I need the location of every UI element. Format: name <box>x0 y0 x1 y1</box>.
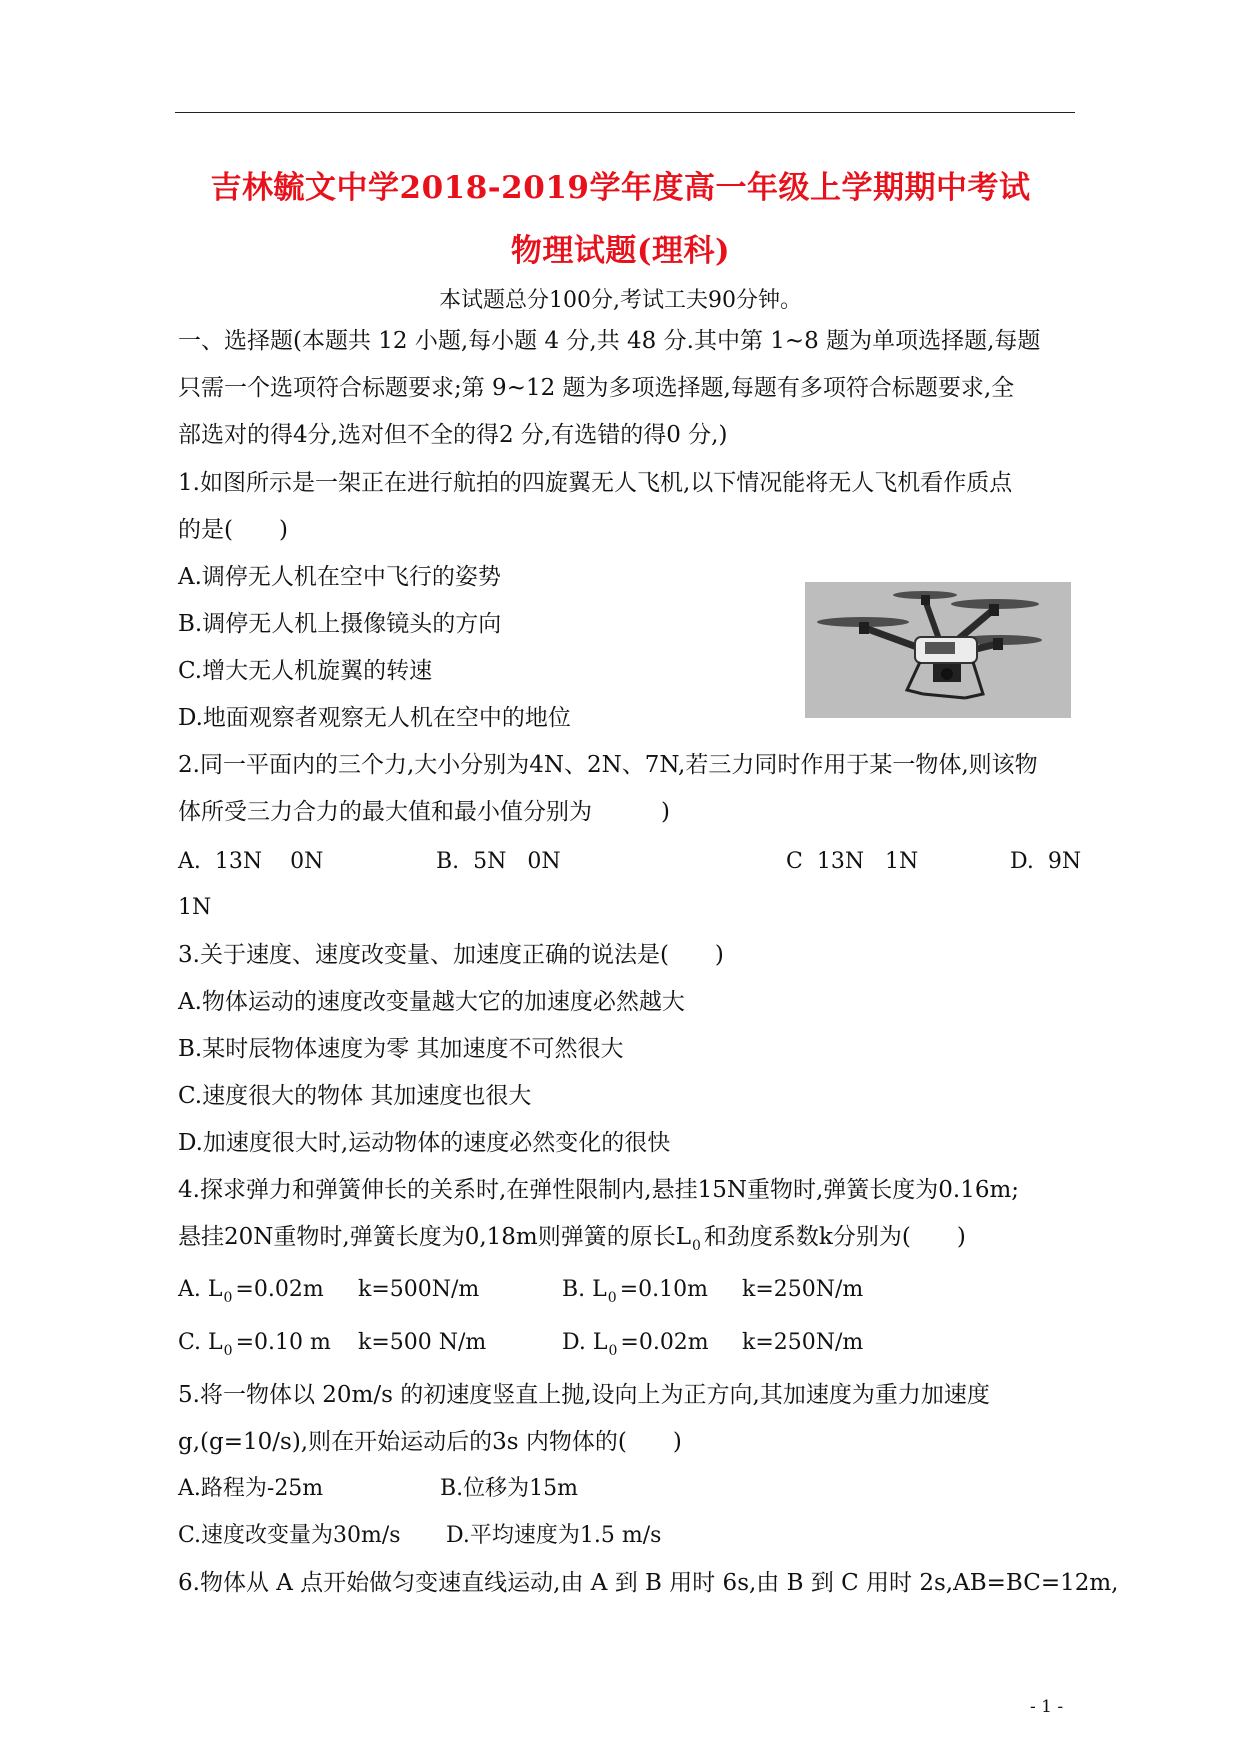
q1-stem-line: 的是( ) <box>178 517 288 543</box>
q4-stem-text: 悬挂20N重物时,弹簧长度为0,18m则弹簧的原长L <box>178 1224 691 1250</box>
q5-option-c: C.速度改变量为30m/s <box>178 1523 401 1548</box>
q4-stem-line <box>178 1222 966 1261</box>
exam-intro: 本试题总分100分,考试工夫90分钟。 <box>439 288 802 313</box>
q2-option-c: C 13N 1N <box>786 849 919 874</box>
exam-title: 吉林毓文中学2018-2019学年度高一年级上学期期中考试 <box>210 170 1031 206</box>
q4-stem-text: 和劲度系数k分别为( ) <box>703 1224 966 1250</box>
q1-stem-line: 1.如图所示是一架正在进行航拍的四旋翼无人飞机,以下情况能将无人飞机看作质点 <box>178 470 1013 496</box>
q2-option-d: D. 9N <box>1010 849 1082 874</box>
q2-stem-line: 体所受三力合力的最大值和最小值分别为 ) <box>178 799 670 825</box>
q3-option-d: D.加速度很大时,运动物体的速度必然变化的很快 <box>178 1130 671 1156</box>
q2-option-d-wrap: 1N <box>178 895 212 920</box>
q6-stem: 6.物体从 A 点开始做匀变速直线运动,由 A 到 B 用时 6s,由 B 到 C 用时 2s,AB=BC=12m, <box>178 1570 1119 1596</box>
section-instruction-line: 部选对的得4分,选对但不全的得2 分,有选错的得0 分,) <box>178 422 728 448</box>
q2-stem-line: 2.同一平面内的三个力,大小分别为4N、2N、7N,若三力同时作用于某一物体,则该物 <box>178 752 1038 778</box>
subscript: 0 <box>692 1238 701 1254</box>
exam-subtitle: 物理试题(理科) <box>510 233 731 269</box>
q1-option-d: D.地面观察者观察无人机在空中的地位 <box>178 705 571 731</box>
q4-option-b: B. $L_0 =0.10m$ k=250N/m <box>562 1277 864 1306</box>
q1-option-c: C.增大无人机旋翼的转速 <box>178 658 433 684</box>
q2-option-a: A. 13N 0N <box>178 849 324 874</box>
drone-illustration <box>805 582 1071 718</box>
q3-stem: 3.关于速度、速度改变量、加速度正确的说法是( ) <box>178 942 724 968</box>
q3-option-a: A.物体运动的速度改变量越大它的加速度必然越大 <box>178 989 685 1015</box>
q1-option-b: B.调停无人机上摄像镜头的方向 <box>178 611 502 637</box>
q3-option-b: B.某时辰物体速度为零 其加速度不可然很大 <box>178 1036 624 1062</box>
q2-option-b: B. 5N 0N <box>436 849 561 874</box>
q4-option-c: C. $L_0 =0.10$ m k=500 N/m <box>178 1330 487 1359</box>
q5-option-a: A.路程为-25m <box>178 1476 324 1501</box>
q5-stem-line: g,(g=10/s),则在开始运动后的3s 内物体的( ) <box>178 1429 682 1455</box>
page-number: - 1 - <box>1030 1697 1064 1717</box>
q5-stem-line: 5.将一物体以 20m/s 的初速度竖直上抛,设向上为正方向,其加速度为重力加速度 <box>178 1382 990 1408</box>
section-instruction-line: 只需一个选项符合标题要求;第 9~12 题为多项选择题,每题有多项符合标题要求,全 <box>178 375 1015 401</box>
q1-option-a: A.调停无人机在空中飞行的姿势 <box>178 564 501 590</box>
q3-option-c: C.速度很大的物体 其加速度也很大 <box>178 1083 532 1109</box>
q5-option-b: B.位移为15m <box>440 1476 579 1501</box>
q4-option-d: D. $L_0 =0.02m$ k=250N/m <box>562 1330 864 1359</box>
section-instruction-line: 一、选择题(本题共 12 小题,每小题 4 分,共 48 分.其中第 1~8 题为单项选择题,每题 <box>178 328 1041 354</box>
q4-stem-line: 4.探求弹力和弹簧伸长的关系时,在弹性限制内,悬挂15N重物时,弹簧长度为0.16m; <box>178 1177 1020 1203</box>
header-rule <box>175 112 1075 113</box>
drone-photo <box>805 582 1071 718</box>
q5-option-d: D.平均速度为1.5 m/s <box>446 1523 662 1548</box>
q4-option-a: A. $L_0 =0.02m$ k=500N/m <box>178 1277 480 1306</box>
